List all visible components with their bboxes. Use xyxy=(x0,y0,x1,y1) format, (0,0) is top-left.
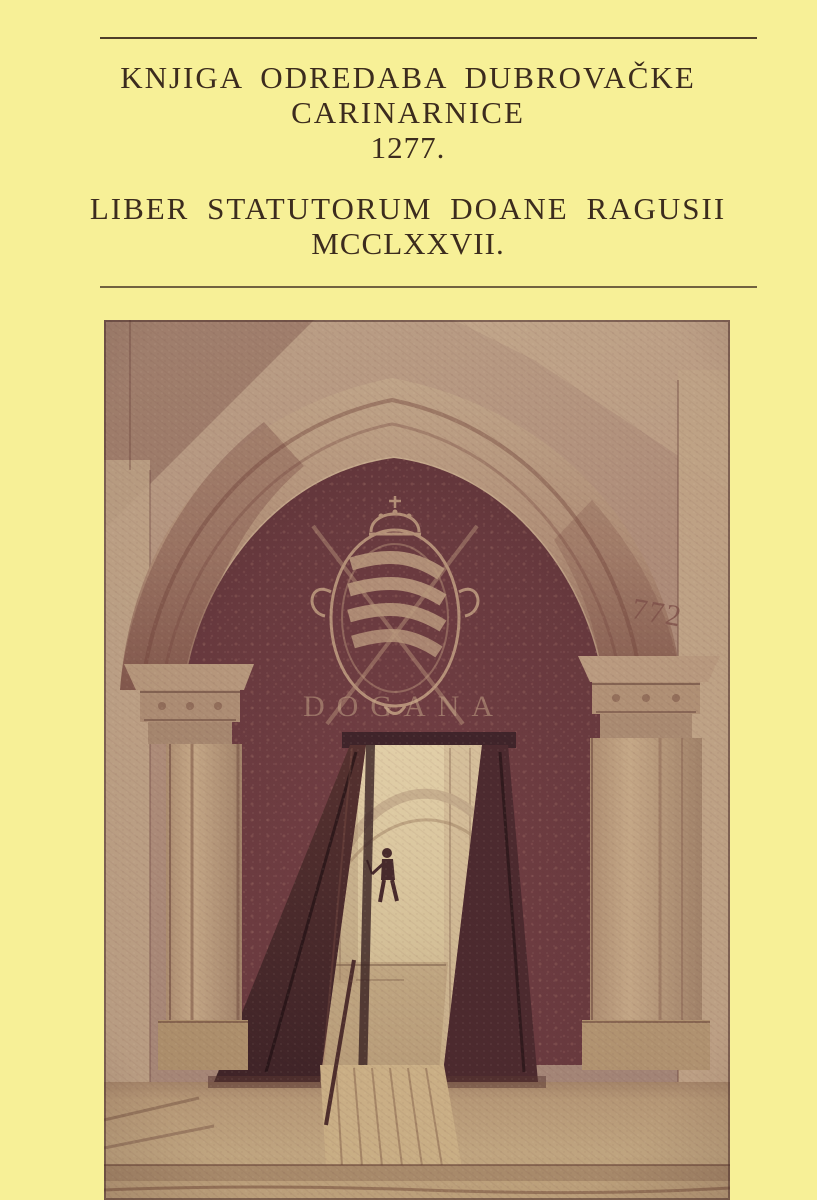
portal-photo-illustration xyxy=(104,320,730,1200)
bottom-rule xyxy=(100,286,757,288)
subtitle-line-1: LIBER STATUTORUM DOANE RAGUSII xyxy=(89,191,727,226)
title-year: 1277. xyxy=(370,130,446,165)
cover-photo xyxy=(104,320,730,1200)
photo-vignette xyxy=(104,320,730,1200)
title-line-2: CARINARNICE xyxy=(291,95,525,130)
top-rule xyxy=(100,37,757,39)
subtitle-year: MCCLXXVII. xyxy=(311,226,505,261)
title-line-1: KNJIGA ODREDABA DUBROVAČKE xyxy=(120,60,696,95)
